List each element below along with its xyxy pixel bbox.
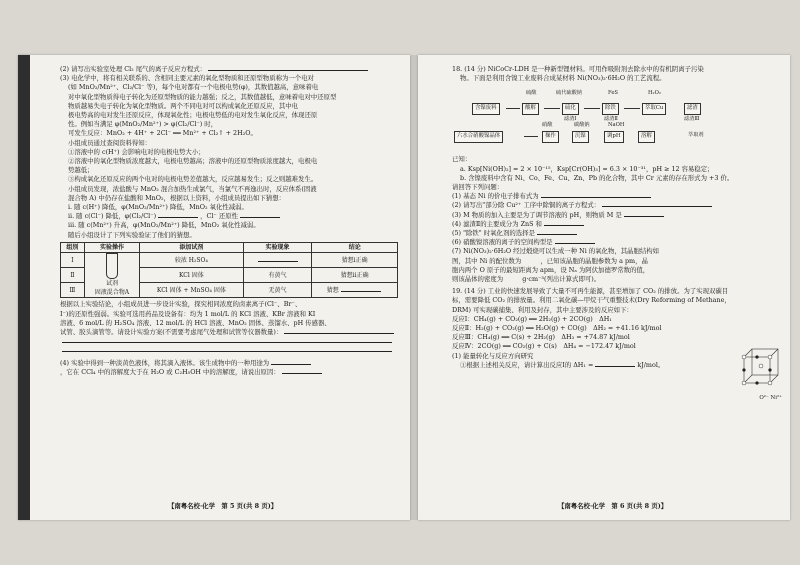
text-line: (2) 请写出实验室处理 Cl₂ 尾气的离子反应方程式：: [60, 65, 398, 74]
text-line: 混合物 A) 中仍存在盐酸和 MnO₂，根据以上资料，小组成员提出如下猜想：: [68, 193, 285, 202]
table-header: 添加试剂: [140, 242, 244, 252]
text-line: 胞内两个 O 原子的最短距离为 apm，设 Nₐ 为阿伏加德罗常数的值，: [452, 265, 650, 274]
text-line: 根据以上实验结论，小组成员进一步设计实验，探究相同浓度的卤素离子(Cl⁻、Br⁻、: [60, 300, 302, 309]
reaction-line: 反应Ⅲ：CH₄(g) ══ C(s) + 2H₂(g) ΔH₃ = +74.87 kJ/mol: [452, 333, 630, 342]
text-line: ①溶液中的 c(H⁺) 会影响电对的电极电势大小；: [68, 147, 205, 156]
text-line: ①根据上述相关反应，请计算出反应Ⅰ的 ΔH₁ = kJ/mol。: [460, 360, 665, 369]
right-column: [452, 65, 778, 370]
figure-label: 试剂: [105, 280, 118, 288]
flow-label: 硝酸: [542, 122, 553, 129]
text-line: 小组成员通过查阅资料得知：: [68, 138, 152, 147]
text-line: (7) Ni(NO₃)₂·6H₂O 经过煅烧可以生成一种 Ni 的氧化物，其晶胞结构如: [452, 247, 660, 256]
crystal-cell-figure: [736, 343, 784, 391]
flow-box: 六水合硝酸镍晶体: [454, 131, 503, 142]
table-cell: KCl 固体 + MnSO₄ 固体: [140, 283, 244, 298]
text-line: (3) M 物质的加入主要是为了调节溶液的 pH，则物质 M 是: [452, 211, 778, 220]
table-cell: Ⅲ: [61, 283, 85, 298]
apparatus-figure: [84, 253, 139, 298]
flow-box: 沉镍: [572, 131, 589, 142]
flow-arrow: [524, 136, 538, 137]
table-header: 实验操作: [84, 242, 139, 252]
hypothesis-ii: ⅱ. 随 c(Cl⁻) 降低，φ(Cl₂/Cl⁻) ，Cl⁻ 还原性: [60, 212, 398, 221]
table-header: 结论: [312, 242, 398, 252]
flow-label: NaOH: [608, 122, 625, 129]
flow-box: 萃取Cu: [642, 103, 666, 114]
page-footer: 【南粤名校·化学 第 5 页(共 8 页)】: [168, 502, 278, 510]
text-line: a. Ksp[Ni(OH)₂] = 2 × 10⁻¹⁵，Ksp[Cr(OH)₃] = 6.3 × 10⁻³¹，pH ≥ 12 容易稳定；: [460, 164, 714, 173]
flow-box: 除铁: [602, 103, 619, 114]
text-line: 试管、胶头滴管等。请设计实验方案(不需要考虑尾气处理和试管等仪器数量)：: [60, 328, 398, 337]
flow-label: 硫代硫酸钠: [556, 90, 582, 97]
flow-box: 滤渣: [684, 103, 701, 114]
flow-label: 滤渣Ⅰ: [564, 116, 577, 123]
flow-arrow: [506, 108, 520, 109]
hypothesis-iii: ⅲ. 随 c(Mn²⁺) 升高，φ(MnO₂/Mn²⁺) 降低，MnO₂ 氧化性减弱。: [68, 221, 260, 230]
equation-line: 可发生反应：MnO₂ + 4H⁺ + 2Cl⁻ ══ Mn²⁺ + Cl₂↑ + 2H₂O。: [68, 129, 257, 138]
text-line: ，它在 CCl₄ 中的溶解度大于在 H₂O 或 C₂H₅OH 中的溶解度，请说出原因：: [60, 368, 398, 377]
text-line: I⁻)的还原性强弱。实验可选用药品及设备有：均为 1 mol/L 的 KCl 溶液、KBr 溶液和 KI: [60, 309, 316, 318]
flow-box: 调pH: [604, 131, 624, 142]
reaction-line: 反应Ⅳ：2CO(g) ══ CO₂(g) + C(s) ΔH₄ = −172.47 kJ/mol: [452, 342, 636, 351]
table-header: 组别: [61, 242, 85, 252]
experiment-table: [60, 242, 398, 299]
text-line: (1) 基态 Ni 的价电子排布式为: [452, 192, 778, 201]
text-line: ③构成氧化还原反应的两个电对的电极电势差值越大，反应越易发生；反之则越难发生。: [68, 175, 318, 184]
binding-bar: [18, 55, 30, 520]
flow-arrow: [624, 108, 640, 109]
text-line: (5) "除铁" 时氧化剂的选择是: [452, 229, 778, 238]
table-cell: Ⅱ: [61, 268, 85, 283]
answer-line: [60, 337, 398, 346]
text-line: 势越低；: [68, 166, 94, 175]
flow-label: 滤渣Ⅱ: [604, 116, 618, 123]
table-cell: [243, 253, 312, 268]
text-line: (3) 电化学中，将有相关联系的、含相同主要元素的氧化型物质和还原型物质称为一个电对: [60, 74, 314, 83]
reaction-line: 反应Ⅰ：CH₄(g) + CO₂(g) ══ 2H₂(g) + 2CO(g) ΔH₁: [452, 314, 612, 323]
table-cell: 猜想: [312, 283, 398, 298]
table-cell: 无黄气: [243, 283, 312, 298]
flow-arrow: [544, 108, 560, 109]
legend-o-ion: O²⁻: [759, 395, 769, 401]
text-line: 物质越易失电子转化为氧化型物质。两个不同电对可以构成氧化还原反应，其中电: [68, 101, 299, 110]
text-line: (4) 滤渣Ⅱ的主要成分为 ZnS 和: [452, 220, 778, 229]
text-line: 小组成员发现，浓盐酸与 MnO₂ 混合加热生成氯气，当氯气不再逸出时，反应体系(固液: [68, 184, 317, 193]
text-line: 随后小组设计了下列实验验证了他们的猜想。: [68, 230, 196, 239]
flow-label: 硫酸: [526, 90, 537, 97]
text-line: (4) 实验中得到一种淡黄色液体，将其滴入液体。该生成物中的一种用途为: [60, 359, 398, 368]
table-cell: 猜想ⅱ正确: [312, 268, 398, 283]
text-line: 性。例如当满足 φ(MnO₂/Mn²⁺) > φ(Cl₂/Cl⁻) 时，: [68, 120, 218, 129]
text-line: 已知：: [452, 155, 472, 164]
text-line: (1) 能量转化与反应方向研究: [452, 351, 534, 360]
text-line: 则该晶体的密度为 g·cm⁻³(列出计算式即可)。: [452, 275, 601, 284]
flow-label: FeS: [608, 90, 618, 97]
text-line: 图，其中 Ni 的配位数为 ，已知该晶胞的晶胞参数为 a pm，晶: [452, 256, 648, 265]
test-tube-icon: [106, 253, 118, 279]
answer-line: [60, 346, 398, 355]
flow-label: 滤渣Ⅲ: [684, 116, 700, 123]
text-line: 对中氧化型物质得电子转化为还原型物质的能力越强；反之，其数值越低，意味着电对中还原型: [68, 92, 337, 101]
table-header: 实验现象: [243, 242, 312, 252]
page-gutter: [410, 55, 418, 520]
text-line: 请回答下列问题：: [452, 183, 504, 192]
flow-label: 碳酸钠: [574, 122, 590, 129]
flow-arrow: [584, 108, 600, 109]
page-footer: 【南粤名校·化学 第 6 页(共 8 页)】: [558, 502, 668, 510]
question-19-title: 19. (14 分) 工业的快速发展导致了大量不可再生能源，甚至增加了 CO₂ 的排放。为了实现双碳目: [452, 287, 729, 296]
question-18-title: 18. (14 分) NiCoCr-LDH 是一种新型锂材料。可用作吸附剂去除水中的有机阴离子污染: [452, 65, 704, 73]
text-line: 溶液、6 mol/L 的 H₂SO₄ 溶液、12 mol/L 的 HCl 溶液、MnO₂ 固体、蒸馏水、pH 传感器、: [60, 318, 331, 327]
text-line: DRM) 可实现碳捕集、利用及封存，其中主要涉及的反应如下：: [452, 305, 633, 314]
reaction-line: 反应Ⅱ：H₂(g) + CO₂(g) ══ H₂O(g) + CO(g) ΔH₂ = +41.16 kJ/mol: [452, 324, 662, 333]
hypothesis-i: ⅰ. 随 c(H⁺) 降低，φ(MnO₂/Mn²⁺) 降低，MnO₂ 氧化性减弱。: [68, 203, 248, 212]
flow-box: 溶解: [638, 131, 655, 142]
text-line: 物。下面是利用含镍工业废料合成某材料 Ni(NO₃)₂·6H₂O 的工艺流程。: [460, 74, 666, 83]
legend-ni-ion: Ni²⁺: [770, 395, 782, 401]
text-line: (如 MnO₂/Mn²⁺、Cl₂/Cl⁻ 等)，每个电对都有一个电极电势(φ)，其数值越高，意味着电: [68, 83, 319, 92]
text-line: 极电势高的电对发生还原反应，体现氧化性；电极电势低的电对发生氧化反应，体现还原: [68, 111, 318, 120]
table-cell: KCl 固体: [140, 268, 244, 283]
table-cell: 猜想ⅰ正确: [312, 253, 398, 268]
flow-box: 操作: [542, 131, 559, 142]
exam-page-right: [418, 55, 790, 520]
figure-label: 固液混合物A: [94, 289, 130, 297]
process-flowchart: [452, 85, 778, 151]
left-column: [60, 65, 398, 377]
table-header-row: [61, 242, 398, 252]
text-line: b. 含镍废料中含有 Ni、Co、Fe、Cu、Zn、Pb 的化合物，其中 Cr 元素的存在形式为 +3 价。: [460, 173, 734, 182]
flow-box: 含镍废料: [472, 103, 500, 114]
text-line: ②溶液中的氧化型物质浓度越大，电极电势越高；溶液中的还原型物质浓度越大，电极电: [68, 157, 318, 166]
table-cell: 有黄气: [243, 268, 312, 283]
flow-label: 萃取剂: [688, 132, 704, 139]
text-line: 标，需要降低 CO₂ 的排放量。利用二氧化碳—甲烷干气重整技术(Dry Reforming of Methane，: [452, 296, 731, 305]
table-cell: Ⅰ: [61, 253, 85, 268]
flow-box: 硫化: [562, 103, 579, 114]
flow-label: H₂O₂: [648, 90, 661, 97]
text-line: (6) 硝酸镍溶液的离子的空间构型是: [452, 238, 778, 247]
crystal-legend: [759, 395, 782, 401]
exam-page-left: [18, 55, 410, 520]
flow-box: 酸解: [522, 103, 539, 114]
table-row: [61, 253, 398, 268]
table-cell: 较浓 H₂SO₄: [140, 253, 244, 268]
text-line: (2) 请写出"部分除 Cu²⁺ 工序中除铜的离子方程式：: [452, 201, 778, 210]
